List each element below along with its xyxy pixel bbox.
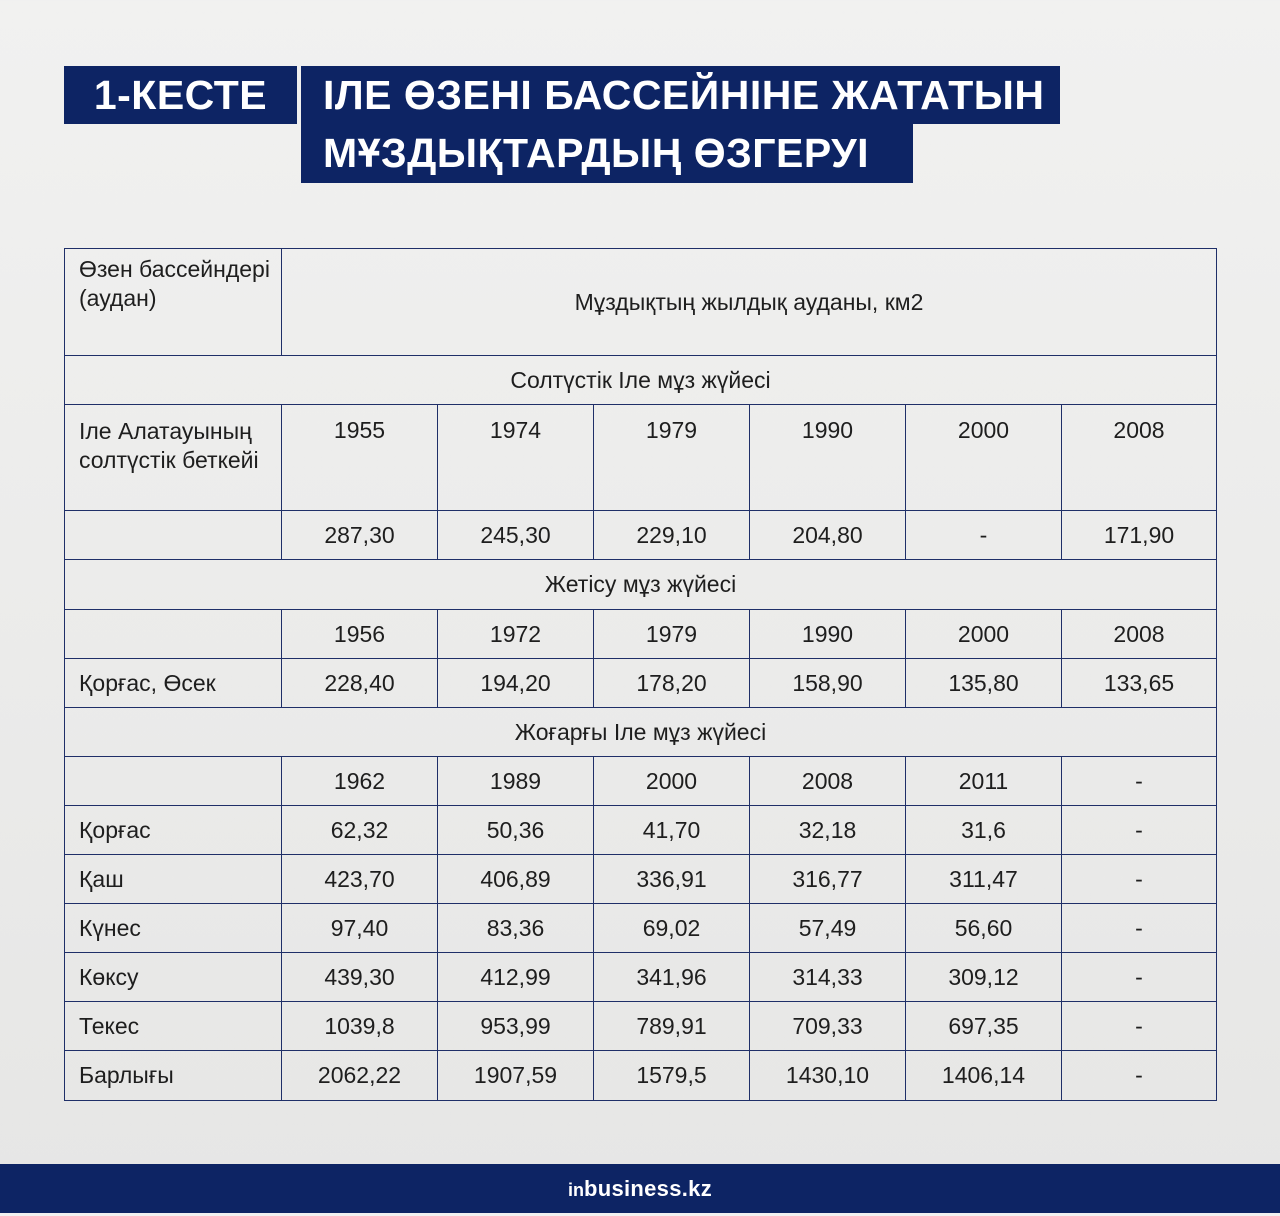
- row-label: Қорғас, Өсек: [65, 659, 282, 708]
- value-cell: 32,18: [750, 806, 906, 855]
- value-cell: 314,33: [750, 953, 906, 1002]
- value-cell: 1039,8: [282, 1002, 438, 1051]
- year-cell: 1990: [750, 405, 906, 511]
- value-cell: 287,30: [282, 511, 438, 560]
- years-row: [65, 610, 1217, 659]
- value-cell: 412,99: [438, 953, 594, 1002]
- value-cell: 1430,10: [750, 1051, 906, 1101]
- value-cell: 406,89: [438, 855, 594, 904]
- row-label: Барлығы: [65, 1051, 282, 1101]
- value-cell: 311,47: [906, 855, 1062, 904]
- value-cell: 697,35: [906, 1002, 1062, 1051]
- value-cell: 1579,5: [594, 1051, 750, 1101]
- row-label: [65, 511, 282, 560]
- glacier-area-table: [64, 248, 1217, 1101]
- value-cell: -: [1062, 1002, 1217, 1051]
- value-cell: 423,70: [282, 855, 438, 904]
- brand-prefix: in: [567, 1180, 584, 1200]
- row-label: Іле Алатауының солтүстік беткейі: [65, 405, 282, 511]
- value-cell: -: [1062, 855, 1217, 904]
- value-cell: 31,6: [906, 806, 1062, 855]
- value-cell: 135,80: [906, 659, 1062, 708]
- year-cell: 2011: [906, 757, 1062, 806]
- year-cell: 2008: [750, 757, 906, 806]
- value-cell: 57,49: [750, 904, 906, 953]
- year-cell: 1979: [594, 610, 750, 659]
- year-cell: 1956: [282, 610, 438, 659]
- value-cell: 341,96: [594, 953, 750, 1002]
- value-cell: 41,70: [594, 806, 750, 855]
- area-header-cell: Мұздықтың жылдық ауданы, км2: [282, 249, 1217, 356]
- value-cell: -: [906, 511, 1062, 560]
- section-title: Жоғарғы Іле мұз жүйесі: [65, 708, 1217, 757]
- basin-header-cell: Өзен бассейндері (аудан): [65, 249, 282, 356]
- value-cell: -: [1062, 953, 1217, 1002]
- year-cell: 1962: [282, 757, 438, 806]
- value-cell: 97,40: [282, 904, 438, 953]
- value-cell: 204,80: [750, 511, 906, 560]
- year-cell: 1989: [438, 757, 594, 806]
- value-cell: 709,33: [750, 1002, 906, 1051]
- section-title-row: [65, 356, 1217, 405]
- table-row: [65, 1002, 1217, 1051]
- row-label: [65, 757, 282, 806]
- year-cell: 2000: [906, 405, 1062, 511]
- page-title-line-1: ІЛЕ ӨЗЕНІ БАССЕЙНІНЕ ЖАТАТЫН: [301, 66, 1060, 124]
- value-cell: 1907,59: [438, 1051, 594, 1101]
- row-label: [65, 610, 282, 659]
- value-cell: 229,10: [594, 511, 750, 560]
- value-cell: 56,60: [906, 904, 1062, 953]
- value-cell: 336,91: [594, 855, 750, 904]
- table-number-label: 1-КЕСТЕ: [64, 66, 297, 124]
- value-cell: 62,32: [282, 806, 438, 855]
- row-label: Күнес: [65, 904, 282, 953]
- value-cell: 953,99: [438, 1002, 594, 1051]
- value-cell: 194,20: [438, 659, 594, 708]
- value-cell: 245,30: [438, 511, 594, 560]
- table-row: [65, 904, 1217, 953]
- value-cell: 69,02: [594, 904, 750, 953]
- value-cell: -: [1062, 806, 1217, 855]
- table-row: [65, 953, 1217, 1002]
- value-cell: 309,12: [906, 953, 1062, 1002]
- row-label: Қаш: [65, 855, 282, 904]
- year-cell: -: [1062, 757, 1217, 806]
- brand-name: business.kz: [583, 1176, 713, 1201]
- total-row: [65, 1051, 1217, 1101]
- section-title-row: [65, 560, 1217, 610]
- value-cell: 789,91: [594, 1002, 750, 1051]
- table-row: [65, 511, 1217, 560]
- value-cell: -: [1062, 1051, 1217, 1101]
- table-row: [65, 659, 1217, 708]
- value-cell: 178,20: [594, 659, 750, 708]
- years-row: [65, 757, 1217, 806]
- value-cell: 439,30: [282, 953, 438, 1002]
- years-row: [65, 405, 1217, 511]
- value-cell: 83,36: [438, 904, 594, 953]
- row-label: Қорғас: [65, 806, 282, 855]
- value-cell: 228,40: [282, 659, 438, 708]
- year-cell: 2000: [594, 757, 750, 806]
- section-title: Солтүстік Іле мұз жүйесі: [65, 356, 1217, 405]
- value-cell: 50,36: [438, 806, 594, 855]
- row-label: Текес: [65, 1002, 282, 1051]
- year-cell: 1955: [282, 405, 438, 511]
- table-row: [65, 855, 1217, 904]
- year-cell: 2008: [1062, 610, 1217, 659]
- year-cell: 2000: [906, 610, 1062, 659]
- value-cell: 2062,22: [282, 1051, 438, 1101]
- year-cell: 1979: [594, 405, 750, 511]
- footer-bar: [0, 1164, 1280, 1213]
- brand-logo[interactable]: [568, 1176, 712, 1201]
- year-cell: 2008: [1062, 405, 1217, 511]
- table-row: [65, 806, 1217, 855]
- section-title-row: [65, 708, 1217, 757]
- value-cell: 1406,14: [906, 1051, 1062, 1101]
- year-cell: 1990: [750, 610, 906, 659]
- value-cell: 316,77: [750, 855, 906, 904]
- value-cell: 133,65: [1062, 659, 1217, 708]
- table-header-row: [65, 249, 1217, 356]
- year-cell: 1972: [438, 610, 594, 659]
- page-title-line-2: МҰЗДЫҚТАРДЫҢ ӨЗГЕРУІ: [301, 124, 913, 183]
- value-cell: 158,90: [750, 659, 906, 708]
- value-cell: 171,90: [1062, 511, 1217, 560]
- row-label: Көксу: [65, 953, 282, 1002]
- value-cell: -: [1062, 904, 1217, 953]
- section-title: Жетісу мұз жүйесі: [65, 560, 1217, 610]
- year-cell: 1974: [438, 405, 594, 511]
